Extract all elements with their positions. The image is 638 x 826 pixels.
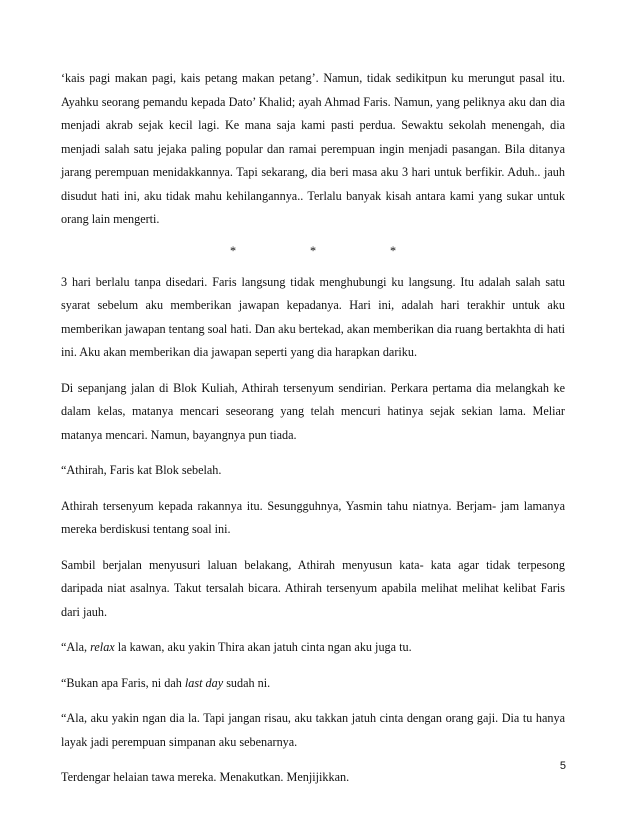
asterisk-3: * xyxy=(389,243,397,258)
asterisk-2: * xyxy=(309,243,317,258)
paragraph-3: Di sepanjang jalan di Blok Kuliah, Athirah tersenyum sendirian. Perkara pertama dia melangkah ke dalam kelas, matanya mencari seseorang yang telah mencuri hatinya sejak sekian lama. Meliar matanya mencari. Namun, bayangnya pun tiada. xyxy=(61,380,565,442)
paragraph-8-end: sudah ni. xyxy=(223,675,271,690)
paragraph-5: Athirah tersenyum kepada rakannya itu. Sesungguhnya, Yasmin tahu niatnya. Berjam- jam lamanya mereka berdiskusi tentang soal ini. xyxy=(61,498,565,536)
page-body xyxy=(61,67,565,802)
paragraph-7-start: “Ala, xyxy=(61,640,91,654)
page-number: 5 xyxy=(559,760,566,772)
asterisk-1: * xyxy=(229,243,237,258)
paragraph-2: 3 hari berlalu tanpa disedari. Faris langsung tidak menghubungi ku langsung. Itu adalah salah satu syarat sebelum aku memberikan jawapan kepadanya. Hari ini, adalah hari terakhir untuk aku memberikan jawapan tentang soal hati. Dan aku bertekad, akan memberikan dia ruang bertakhta di hati ini. Aku akan memberikan dia jawapan seperti yang dia harapkan dariku. xyxy=(61,274,565,359)
paragraph-7-end: la kawan, aku yakin Thira akan jatuh cinta ngan aku juga tu. xyxy=(114,640,412,654)
paragraph-10: Terdengar helaian tawa mereka. Menakutkan. Menjijikkan. xyxy=(61,770,350,784)
paragraph-4: “Athirah, Faris kat Blok sebelah. xyxy=(61,463,222,477)
paragraph-8 xyxy=(61,672,565,696)
paragraph-8-start: “Bukan apa Faris, ni dah xyxy=(61,675,185,690)
paragraph-7 xyxy=(61,636,565,660)
paragraph-6: Sambil berjalan menyusuri laluan belakang, Athirah menyusun kata- kata agar tidak terpesong daripada niat asalnya. Takut tersalah bicara. Athirah tersenyum apabila melihat melihat kelibat Faris dari jauh. xyxy=(61,557,565,619)
paragraph-8-italic: last day xyxy=(184,675,224,690)
paragraph-1: ‘kais pagi makan pagi, kais petang makan petang’. Namun, tidak sedikitpun ku merungut pasal itu. Ayahku seorang pemandu kepada Dato’ Khalid; ayah Ahmad Faris. Namun, yang peliknya aku dan dia menjadi akrab sejak kecil lagi. Ke mana saja kami pasti perdua. Sewaktu sekolah menengah, dia menjadi salah satu jejaka paling popular dan ramai perempuan ingin menjadi pasangan. Bila ditanya jarang perempuan menidakkannya. Tapi sekarang, dia beri masa aku 3 hari untuk berfikir. Aduh.. jauh disudut hati ini, aku tidak mahu kehilangannya.. Terlalu banyak kisah antara kami yang sukar untuk orang lain mengerti. xyxy=(61,71,565,226)
section-separator xyxy=(61,239,565,263)
paragraph-7-italic: relax xyxy=(90,640,115,654)
paragraph-9: “Ala, aku yakin ngan dia la. Tapi jangan risau, aku takkan jatuh cinta dengan orang gaji. Dia tu hanya layak jadi perempuan simpanan aku sebenarnya. xyxy=(61,711,565,749)
